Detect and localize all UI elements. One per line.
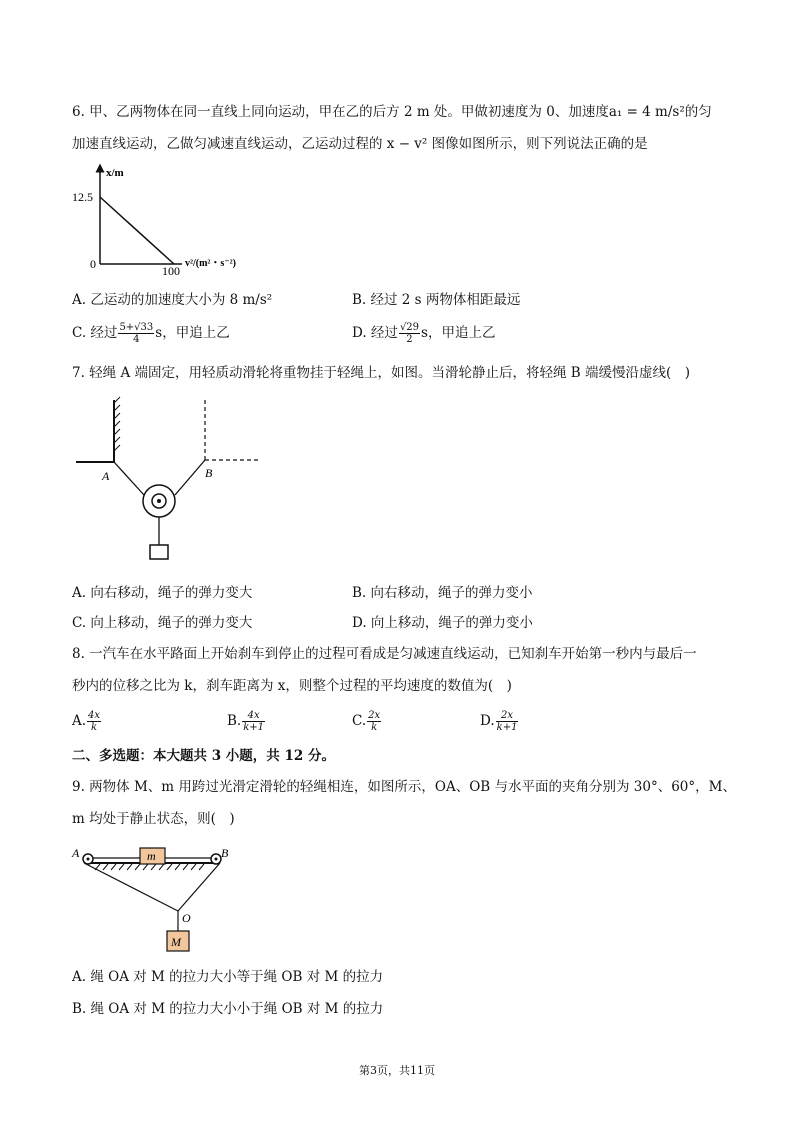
q7-label-a: A [102, 469, 110, 483]
q9-pulley-figure [70, 838, 240, 956]
q8-stem-line2: 秒内的位移之比为 k，刹车距离为 x，则整个过程的平均速度的数值为( ) [72, 678, 512, 694]
q8-option-b[interactable]: B. $\frac{4x}{k+1}$ [227, 710, 265, 733]
q6-option-a[interactable]: A. 乙运动的加速度大小为 8 m/s² [72, 292, 273, 308]
q6-option-b[interactable]: B. 经过 2 s 两物体相距最远 [352, 292, 521, 308]
q6-y-label: x/m [106, 167, 124, 179]
q8-option-d[interactable]: D. $\frac{2x}{k+1}$ [480, 710, 518, 733]
q6-x-tick: 100 [162, 264, 180, 278]
q7-rope-right [175, 460, 205, 495]
q7-weight [150, 545, 168, 559]
q6-graph-line [100, 197, 174, 264]
q9-stem-line2: m 均处于静止状态，则( ) [72, 811, 235, 827]
q6-stem-line1: 6. 甲、乙两物体在同一直线上同向运动，甲在乙的后方 2 m 处。甲做初速度为 0、加速度a₁ = 4 m/s²的匀 [72, 104, 712, 120]
q9-option-a[interactable]: A. 绳 OA 对 M 的拉力大小等于绳 OB 对 M 的拉力 [72, 969, 384, 985]
q7-option-b[interactable]: B. 向右移动，绳子的弹力变小 [352, 585, 533, 601]
q7-label-b: B [205, 466, 213, 480]
q7-pulley-figure [70, 395, 270, 570]
q9-block-big-m-label: M [171, 935, 181, 949]
q9-rope-oa [84, 863, 178, 911]
q6-stem-line2: 加速直线运动，乙做匀减速直线运动，乙运动过程的 x − v² 图像如图所示，则下列说法正确的是 [72, 136, 648, 152]
q8-stem-line1: 8. 一汽车在水平路面上开始刹车到停止的过程可看成是匀减速直线运动，已知刹车开始第一秒内与最后一 [72, 646, 697, 662]
q6-option-c[interactable]: C. 经过 $\frac{5+√33}{4}$ s，甲追上乙 [72, 322, 230, 345]
q7-option-c[interactable]: C. 向上移动，绳子的弹力变大 [72, 615, 253, 631]
section-heading-multi-choice: 二、多选题：本大题共 3 小题，共 12 分。 [72, 748, 335, 764]
q9-label-a: A [72, 846, 80, 860]
q6-x-label: v²/(m²・s⁻²) [185, 258, 236, 269]
page-footer: 第3页，共11页 [359, 1064, 435, 1077]
q6-x-v2-graph [70, 158, 270, 278]
q8-option-a[interactable]: A. $\frac{4x}{k}$ [72, 710, 101, 733]
q7-option-a[interactable]: A. 向右移动，绳子的弹力变大 [72, 585, 253, 601]
q9-label-o: O [182, 911, 191, 925]
q6-origin: 0 [90, 257, 96, 271]
q6-option-d[interactable]: D. 经过 $\frac{√29}{2}$ s，甲追上乙 [352, 322, 496, 345]
q8-option-c[interactable]: C. $\frac{2x}{k}$ [352, 710, 381, 733]
q9-block-m-label: m [147, 849, 156, 863]
q6-y-tick: 12.5 [72, 190, 93, 204]
q9-stem-line1: 9. 两物体 M、m 用跨过光滑定滑轮的轻绳相连，如图所示，OA、OB 与水平面的夹角分别为 30°、60°，M、 [72, 779, 736, 795]
q9-label-b: B [221, 846, 229, 860]
q7-option-d[interactable]: D. 向上移动，绳子的弹力变小 [352, 615, 533, 631]
q7-stem: 7. 轻绳 A 端固定，用轻质动滑轮将重物挂于轻绳上，如图。当滑轮静止后，将轻绳 B 端缓慢沿虚线( ) [72, 365, 691, 381]
q9-option-b[interactable]: B. 绳 OA 对 M 的拉力大小小于绳 OB 对 M 的拉力 [72, 1001, 384, 1017]
q7-rope-left [114, 462, 144, 495]
q9-rope-ob [178, 863, 220, 911]
